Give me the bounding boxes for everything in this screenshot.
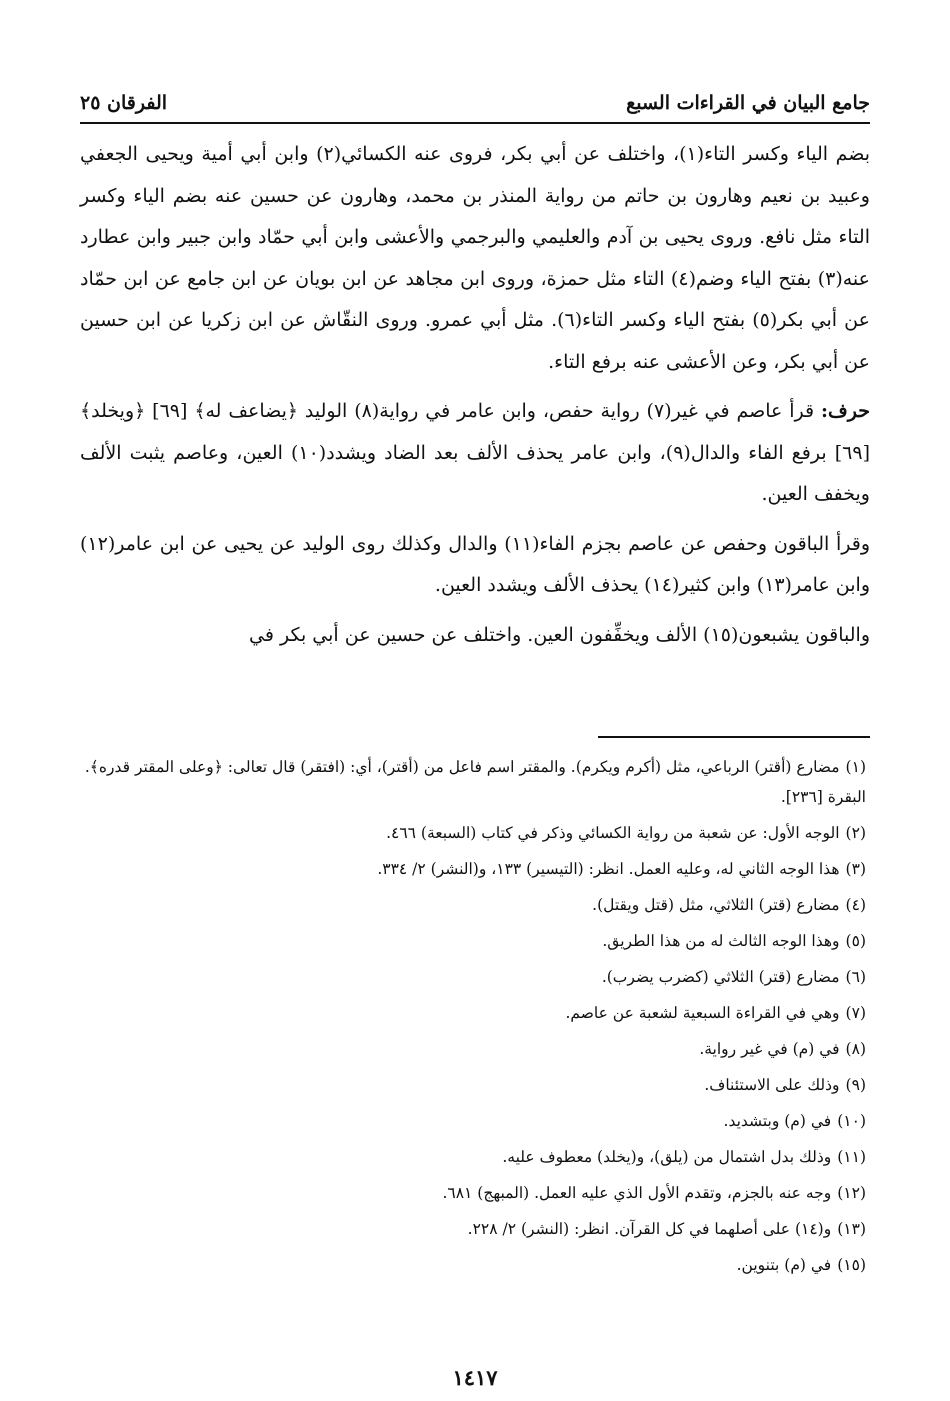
footnote-text: وذلك بدل اشتمال من (يلق)، و(يخلد) معطوف عليه. bbox=[502, 1148, 832, 1166]
footnote-item bbox=[80, 854, 866, 884]
footnote-item bbox=[80, 1070, 866, 1100]
footnote-text: الوجه الأول: عن شعبة من رواية الكسائي وذكر في كتاب (السبعة) ٤٦٦. bbox=[386, 824, 840, 842]
footnote-text: في (م) بتنوين. bbox=[736, 1256, 832, 1274]
footnote-number: (١٠) bbox=[837, 1112, 866, 1130]
footnote-number: (٢) bbox=[845, 824, 866, 842]
footnote-item bbox=[80, 998, 866, 1028]
footnote-number: (٥) bbox=[845, 932, 866, 950]
paragraph bbox=[80, 391, 870, 516]
footnote-number: (٣) bbox=[845, 860, 866, 878]
footnote-item bbox=[80, 752, 866, 812]
footnote-text: و(١٤) على أصلهما في كل القرآن. انظر: (النشر) ٢/ ٢٢٨. bbox=[467, 1220, 832, 1238]
paragraph-lead: حرف: bbox=[821, 400, 870, 422]
footnote-text: في (م) في غير رواية. bbox=[699, 1040, 840, 1058]
footnote-number: (١٥) bbox=[837, 1256, 866, 1274]
paragraph bbox=[80, 615, 870, 657]
footnote-number: (١١) bbox=[837, 1148, 866, 1166]
footnote-number: (٤) bbox=[845, 896, 866, 914]
main-text bbox=[80, 134, 870, 664]
footnote-item bbox=[80, 1214, 866, 1244]
surah-label: الفرقان ٢٥ bbox=[80, 92, 168, 114]
footnote-item bbox=[80, 818, 866, 848]
footnote-text: وهذا الوجه الثالث له من هذا الطريق. bbox=[602, 932, 840, 950]
footnote-item bbox=[80, 1034, 866, 1064]
footnote-item bbox=[80, 890, 866, 920]
paragraph bbox=[80, 524, 870, 607]
footnote-item bbox=[80, 962, 866, 992]
footnote-text: وهي في القراءة السبعية لشعبة عن عاصم. bbox=[565, 1004, 840, 1022]
footnote-item bbox=[80, 926, 866, 956]
paragraph-text: وقرأ الباقون وحفص عن عاصم بجزم الفاء(١١) والدال وكذلك روى الوليد عن يحيى عن ابن عامر(١٢) وابن عامر(١٣) وابن كثير(١٤) يحذف الألف ويشدد العين. bbox=[80, 532, 871, 596]
footnote-number: (١٣) bbox=[837, 1220, 866, 1238]
footnote-text: مضارع (أقتر) الرباعي، مثل (أكرم ويكرم). والمقتر اسم فاعل من (أقتر)، أي: (افتقر) قال تعالى: ﴿وعلى المقتر قدره﴾. البقرة [٢٣٦]. bbox=[84, 758, 866, 806]
footnote-item bbox=[80, 1106, 866, 1136]
footnote-text: وذلك على الاستئناف. bbox=[704, 1076, 840, 1094]
footnote-number: (٩) bbox=[845, 1076, 866, 1094]
footnote-item bbox=[80, 1250, 866, 1280]
footnote-separator bbox=[598, 736, 870, 738]
footnote-number: (١٢) bbox=[837, 1184, 866, 1202]
footnote-text: هذا الوجه الثاني له، وعليه العمل. انظر: (التيسير) ١٣٣، و(النشر) ٢/ ٣٣٤. bbox=[377, 860, 840, 878]
page-number: ١٤١٧ bbox=[452, 1365, 498, 1390]
footnote-number: (١) bbox=[845, 758, 866, 776]
footnote-number: (٧) bbox=[845, 1004, 866, 1022]
footnote-item bbox=[80, 1178, 866, 1208]
footnote-text: مضارع (قتر) الثلاثي، مثل (قتل ويقتل). bbox=[592, 896, 840, 914]
paragraph bbox=[80, 134, 870, 383]
paragraph-text: قرأ عاصم في غير(٧) رواية حفص، وابن عامر في رواية(٨) الوليد ﴿يضاعف له﴾ [٦٩] ﴿ويخلد﴾ [٦٩] برفع الفاء والدال(٩)، وابن عامر يحذف الألف بعد الضاد ويشدد(١٠) العين، وعاصم يثبت الألف ويخفف العين. bbox=[80, 400, 870, 505]
footnote-text: وجه عنه بالجزم، وتقدم الأول الذي عليه العمل. (المبهج) ٦٨١. bbox=[442, 1184, 832, 1202]
paragraph-text: بضم الياء وكسر التاء(١)، واختلف عن أبي بكر، فروى عنه الكسائي(٢) وابن أبي أمية ويحيى الجعفي وعبيد بن نعيم وهارون بن حاتم من رواية المنذر بن محمد، وهارون عن حسين عنه بضم الياء وكسر التاء مثل نافع. وروى يحيى بن آدم والعليمي والبرجمي والأعشى وابن أبي حمّاد وابن جبير وابن عطارد عنه(٣) بفتح الياء وضم(٤) التاء مثل حمزة، وروى ابن مجاهد عن ابن بويان عن ابن جامع عن ابن حمّاد عن أبي بكر(٥) بفتح الياء وكسر التاء(٦). مثل أبي عمرو. وروى النقّاش عن ابن زكريا عن ابن حسين عن أبي بكر، وعن الأعشى عنه برفع التاء. bbox=[80, 143, 870, 373]
footnote-number: (٦) bbox=[845, 968, 866, 986]
footnote-text: مضارع (قتر) الثلاثي (كضرب يضرب). bbox=[601, 968, 840, 986]
footnote-item bbox=[80, 1142, 866, 1172]
footnotes bbox=[80, 752, 866, 1286]
header-rule bbox=[80, 122, 870, 124]
book-title: جامع البيان في القراءات السبع bbox=[626, 92, 870, 114]
footnote-text: في (م) وبتشديد. bbox=[723, 1112, 832, 1130]
running-header bbox=[80, 86, 870, 120]
paragraph-text: والباقون يشبعون(١٥) الألف ويخفِّفون العين. واختلف عن حسين عن أبي بكر في bbox=[249, 623, 870, 646]
footnote-number: (٨) bbox=[845, 1040, 866, 1058]
